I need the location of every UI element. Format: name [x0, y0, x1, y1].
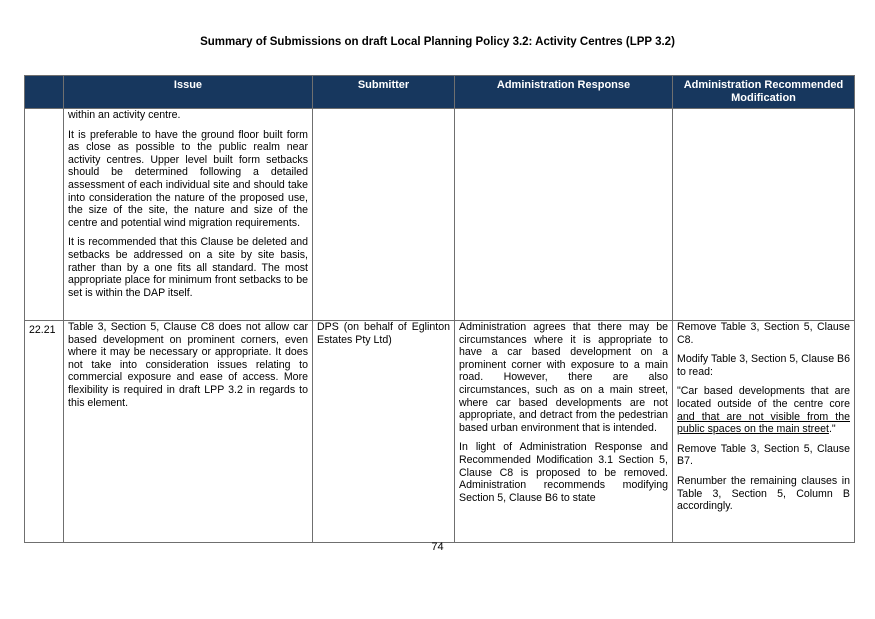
issue-cell — [64, 321, 313, 543]
issue-paragraph: It is recommended that this Clause be deleted and setbacks be addressed on a site by site basis, rather than by a one fits all standard. The most appropriate place for minimum front setbacks to be set is within the DAP itself. — [68, 236, 308, 299]
modification-paragraph: Remove Table 3, Section 5, Clause B7. — [677, 442, 850, 468]
header-submitter: Submitter — [313, 76, 455, 109]
response-paragraph: In light of Administration Response and Recommended Modification 3.1 Section 5, Clause C8 is proposed to be removed. Administration recommends modifying Section 5, Clause B6 to state — [459, 441, 668, 504]
header-number — [25, 76, 64, 109]
quote-underlined-text: and that are not visible from the public spaces on the main street — [677, 410, 850, 436]
submissions-table — [24, 75, 855, 543]
modification-cell — [673, 109, 855, 321]
response-cell — [455, 109, 673, 321]
issue-paragraph: within an activity centre. — [68, 109, 181, 121]
submitter-text: DPS (on behalf of Eglinton Estates Pty Ltd) — [317, 321, 450, 346]
header-issue: Issue — [64, 76, 313, 109]
quote-end-text: ." — [828, 423, 836, 436]
document-title: Summary of Submissions on draft Local Planning Policy 3.2: Activity Centres (LPP 3.2) — [200, 36, 675, 48]
modification-cell — [673, 321, 855, 543]
table-header-row — [25, 76, 855, 109]
response-paragraph: Administration agrees that there may be circumstances where it is appropriate to have a car based development on a prominent corner with exposure to a main road. However, there are also circumstances, such as on a main street, where car based developments are not appropriate, and detract from the pedestrian based urban environment that is intended. — [459, 321, 668, 434]
submitter-cell — [313, 321, 455, 543]
table-row — [25, 321, 855, 543]
submitter-cell — [313, 109, 455, 321]
table-row — [25, 109, 855, 321]
modification-quote — [677, 385, 850, 435]
response-cell — [455, 321, 673, 543]
row-number: 22.21 — [25, 321, 64, 543]
issue-paragraph: Table 3, Section 5, Clause C8 does not allow car based development on prominent corners, even where it may be necessary or appropriate. It does not take into consideration issues relating to commercial exposure and ease of access. More flexibility is required in draft LPP 3.2 in regards to this element. — [68, 321, 308, 409]
header-administration-response: Administration Response — [455, 76, 673, 109]
issue-paragraph: It is preferable to have the ground floor built form as close as possible to the public realm near activity centres. Upper level built form setbacks should be determined following a detailed assessment of each individual site and should take into consideration the nature of the proposed use, the size of the site, the nature and size of the centre and potential wind migration requirements. — [68, 128, 308, 229]
issue-cell — [64, 109, 313, 321]
modification-paragraph: Modify Table 3, Section 5, Clause B6 to read: — [677, 353, 850, 378]
header-recommended-modification: Administration Recommended Modification — [673, 76, 855, 109]
row-number — [25, 109, 64, 321]
quote-plain-text: "Car based developments that are located outside of the centre core — [677, 385, 850, 410]
page-number: 74 — [431, 541, 444, 553]
modification-paragraph: Remove Table 3, Section 5, Clause C8. — [677, 321, 850, 346]
modification-paragraph: Renumber the remaining clauses in Table 3, Section 5, Column B accordingly. — [677, 474, 850, 513]
